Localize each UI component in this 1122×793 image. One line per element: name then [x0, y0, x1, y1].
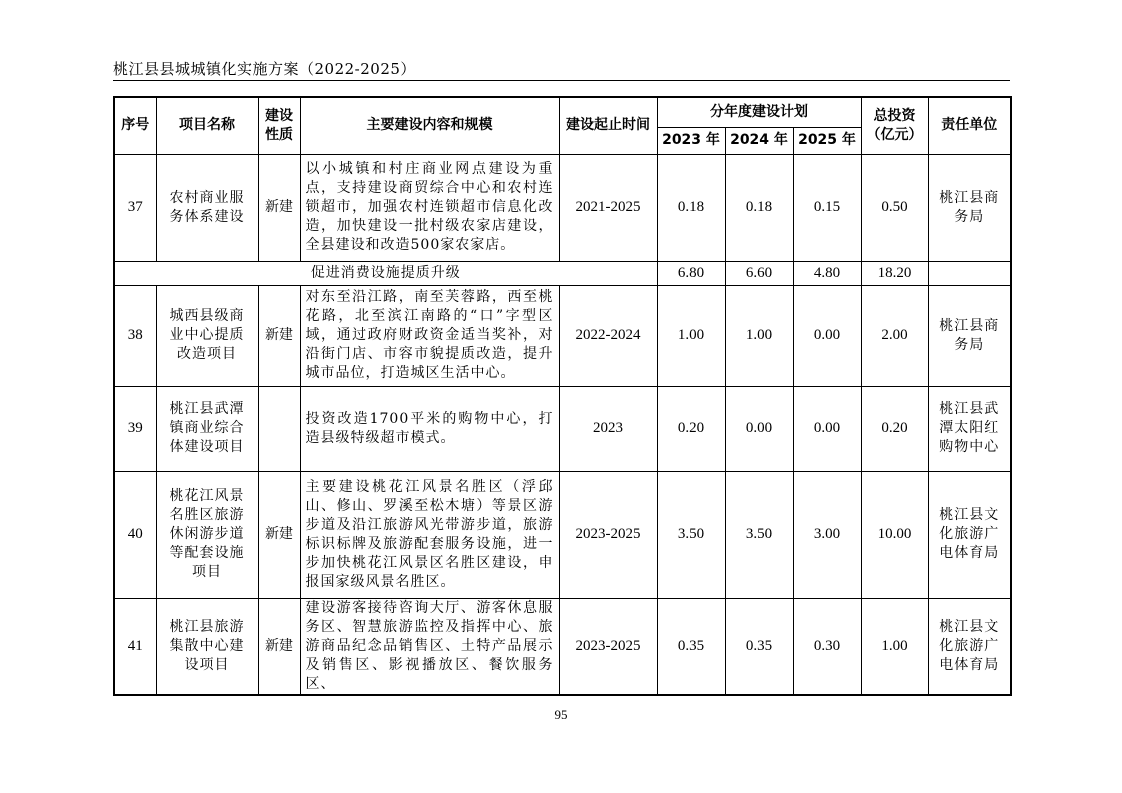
row-content: 建设游客接待咨询大厅、游客休息服务区、智慧旅游监控及指挥中心、旅游商品纪念品销售区、土特产品展示及销售区、影视播放区、餐饮服务区、 — [300, 598, 559, 695]
row-total: 0.50 — [861, 154, 928, 261]
row-unit: 桃江县商务局 — [928, 154, 1011, 261]
row-2025: 3.00 — [793, 471, 861, 598]
row-2023: 3.50 — [657, 471, 725, 598]
table-row — [114, 386, 1011, 471]
header-rule — [113, 80, 1010, 81]
row-2023: 0.18 — [657, 154, 725, 261]
summary-total: 18.20 — [861, 261, 928, 285]
row-seq: 38 — [114, 285, 156, 386]
header-seq: 序号 — [114, 97, 156, 154]
row-unit: 桃江县文化旅游广电体育局 — [928, 598, 1011, 695]
row-2024: 0.00 — [725, 386, 793, 471]
header-total: 总投资（亿元） — [861, 97, 928, 154]
summary-row — [114, 261, 1011, 285]
table-row — [114, 598, 1011, 695]
row-nature: 新建 — [258, 154, 300, 261]
table-row — [114, 154, 1011, 261]
row-2024: 0.35 — [725, 598, 793, 695]
summary-2024: 6.60 — [725, 261, 793, 285]
row-name: 桃花江风景名胜区旅游休闲游步道等配套设施项目 — [156, 471, 258, 598]
header-period: 建设起止时间 — [559, 97, 657, 154]
header-name: 项目名称 — [156, 97, 258, 154]
row-seq: 41 — [114, 598, 156, 695]
row-total: 10.00 — [861, 471, 928, 598]
row-name: 桃江县武潭镇商业综合体建设项目 — [156, 386, 258, 471]
row-period: 2022-2024 — [559, 285, 657, 386]
row-period: 2023-2025 — [559, 471, 657, 598]
header-2024: 2024 年 — [725, 127, 793, 154]
row-2025: 0.15 — [793, 154, 861, 261]
row-seq: 37 — [114, 154, 156, 261]
row-2024: 1.00 — [725, 285, 793, 386]
row-name: 桃江县旅游集散中心建设项目 — [156, 598, 258, 695]
table-row — [114, 471, 1011, 598]
row-nature: 新建 — [258, 471, 300, 598]
row-2023: 0.20 — [657, 386, 725, 471]
row-total: 2.00 — [861, 285, 928, 386]
row-unit: 桃江县武潭太阳红购物中心 — [928, 386, 1011, 471]
header-unit: 责任单位 — [928, 97, 1011, 154]
page-number: 95 — [554, 707, 568, 722]
row-content: 主要建设桃花江风景名胜区（浮邱山、修山、罗溪至松木塘）等景区游步道及沿江旅游风光带游步道，旅游标识标牌及旅游配套服务设施，进一步加快桃花江风景区名胜区建设，申报国家级风景名胜区。 — [300, 471, 559, 598]
row-2025: 0.00 — [793, 386, 861, 471]
summary-2025: 4.80 — [793, 261, 861, 285]
document-header: 桃江县县城城镇化实施方案（2022-2025） — [113, 60, 416, 78]
row-seq: 39 — [114, 386, 156, 471]
row-total: 0.20 — [861, 386, 928, 471]
row-nature: 新建 — [258, 285, 300, 386]
summary-2023: 6.80 — [657, 261, 725, 285]
row-period: 2021-2025 — [559, 154, 657, 261]
row-seq: 40 — [114, 471, 156, 598]
project-table — [113, 96, 1012, 696]
row-total: 1.00 — [861, 598, 928, 695]
summary-unit — [928, 261, 1011, 285]
row-unit: 桃江县商务局 — [928, 285, 1011, 386]
row-2024: 0.18 — [725, 154, 793, 261]
header-content: 主要建设内容和规模 — [300, 97, 559, 154]
header-2025: 2025 年 — [793, 127, 861, 154]
header-annual-plan: 分年度建设计划 — [657, 97, 861, 127]
row-name: 农村商业服务体系建设 — [156, 154, 258, 261]
row-content: 投资改造1700平米的购物中心，打造县级特级超市模式。 — [300, 386, 559, 471]
row-content: 以小城镇和村庄商业网点建设为重点，支持建设商贸综合中心和农村连锁超市，加强农村连锁超市信息化改造，加快建设一批村级农家店建设，全县建设和改造500家农家店。 — [300, 154, 559, 261]
row-nature: 新建 — [258, 598, 300, 695]
row-period: 2023 — [559, 386, 657, 471]
row-unit: 桃江县文化旅游广电体育局 — [928, 471, 1011, 598]
row-2025: 0.30 — [793, 598, 861, 695]
row-2025: 0.00 — [793, 285, 861, 386]
row-2023: 1.00 — [657, 285, 725, 386]
row-name: 城西县级商业中心提质改造项目 — [156, 285, 258, 386]
header-nature: 建设性质 — [258, 97, 300, 154]
table-row — [114, 285, 1011, 386]
row-2024: 3.50 — [725, 471, 793, 598]
row-nature — [258, 386, 300, 471]
row-period: 2023-2025 — [559, 598, 657, 695]
row-content: 对东至沿江路，南至芙蓉路，西至桃花路，北至滨江南路的“口”字型区域，通过政府财政资金适当奖补，对沿街门店、市容市貌提质改造，提升城市品位，打造城区生活中心。 — [300, 285, 559, 386]
summary-label: 促进消费设施提质升级 — [114, 261, 657, 285]
row-2023: 0.35 — [657, 598, 725, 695]
header-2023: 2023 年 — [657, 127, 725, 154]
